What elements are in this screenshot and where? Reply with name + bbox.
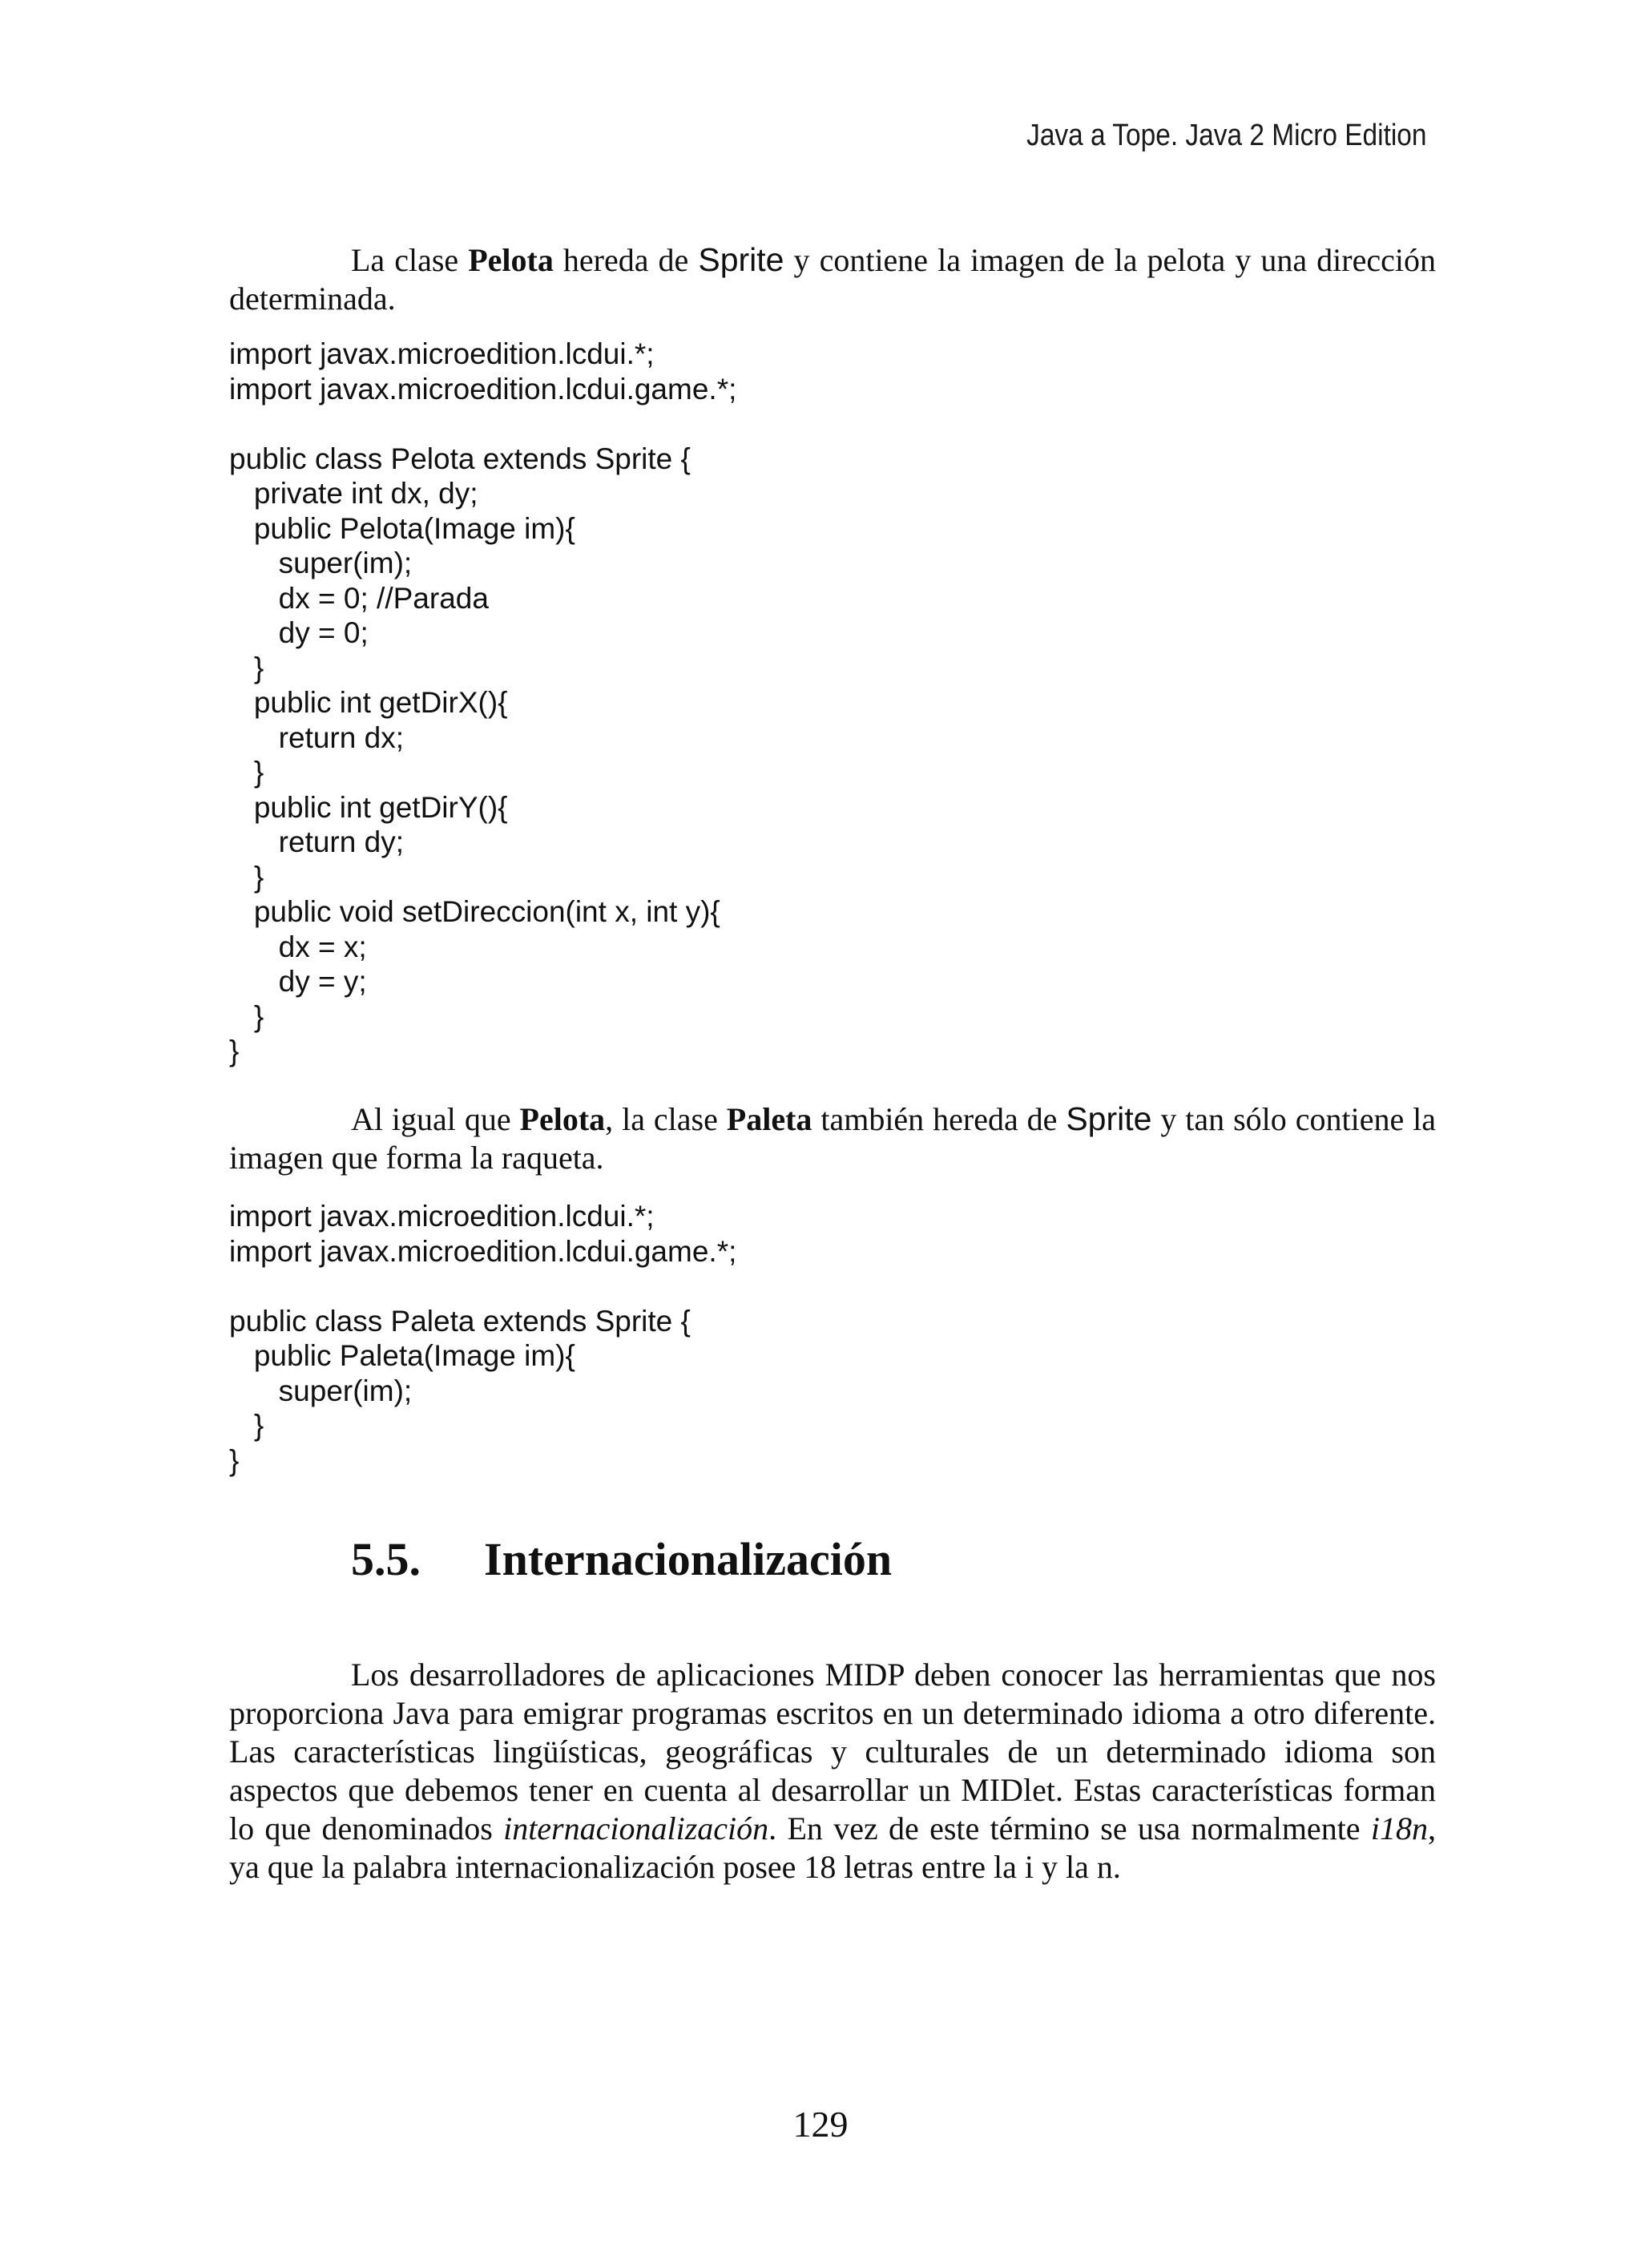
code-line: public class Pelota extends Sprite {: [229, 442, 691, 475]
code-line: public int getDirX(){: [229, 686, 508, 719]
code-line: public class Paleta extends Sprite {: [229, 1304, 691, 1338]
code-line: [229, 406, 736, 442]
code-line: private int dx, dy;: [229, 477, 478, 510]
para3-term-internacionalizacion: internacionalización: [503, 1810, 769, 1846]
code-line: dy = 0;: [229, 616, 369, 649]
code-line: return dx;: [229, 720, 404, 754]
code-line: dx = x;: [229, 930, 367, 963]
paragraph-pelota-intro: [229, 240, 1436, 318]
code-line: }: [229, 1409, 264, 1442]
code-line: return dy;: [229, 825, 404, 858]
code-line: super(im);: [229, 547, 413, 579]
running-header: Java a Tope. Java 2 Micro Edition: [1026, 119, 1426, 152]
para2-class-pelota: Pelota: [519, 1101, 606, 1137]
code-line: }: [229, 651, 264, 684]
code-line: import javax.microedition.lcdui.game.*;: [229, 1234, 737, 1268]
para3-term-i18n: i18n: [1370, 1810, 1428, 1846]
code-line: import javax.microedition.lcdui.*;: [229, 337, 655, 370]
code-line: public Paleta(Image im){: [229, 1339, 575, 1372]
section-number: 5.5.: [351, 1533, 421, 1585]
page-number: 129: [792, 2104, 849, 2145]
para2-text-2: , la clase: [605, 1101, 727, 1137]
para3-text-2: . En vez de este término se usa normalmente: [768, 1810, 1371, 1846]
code-line: }: [229, 1443, 240, 1477]
para1-text-2: hereda de: [553, 242, 699, 278]
para3-text-1: Los desarrolladores de aplicaciones MIDP deben conocer las herramientas que nos proporciona Java para emigrar programas escritos en un determinado idioma a otro diferente. Las características lingüísticas, geográficas y culturales de un determinado idioma son aspectos que debemos tener en cuenta al desarrollar un MIDlet. Estas características forman lo que denominados: [229, 1657, 1436, 1846]
code-line: }: [229, 1035, 240, 1067]
code-line: [229, 1269, 736, 1304]
paragraph-paleta-intro: [229, 1100, 1436, 1177]
para3-text-3: , ya que la palabra internacionalización posee 18 letras entre la i y la n.: [229, 1810, 1436, 1885]
code-line: public int getDirY(){: [229, 790, 508, 824]
para1-sprite-term: Sprite: [698, 241, 784, 278]
code-line: public void setDireccion(int x, int y){: [229, 895, 720, 928]
section-title: Internacionalización: [484, 1533, 893, 1585]
para1-class-name: Pelota: [468, 242, 554, 278]
code-line: }: [229, 860, 264, 894]
para1-text-1: La clase: [351, 242, 469, 278]
code-line: public Pelota(Image im){: [229, 511, 575, 545]
code-line: }: [229, 999, 264, 1033]
para2-text-3: también hereda de: [812, 1101, 1066, 1137]
para2-sprite-term: Sprite: [1066, 1100, 1152, 1137]
para2-text-1: Al igual que: [351, 1101, 520, 1137]
code-line: super(im);: [229, 1374, 413, 1407]
code-block-pelota: [229, 337, 736, 1069]
code-line: import javax.microedition.lcdui.game.*;: [229, 372, 737, 406]
code-block-paleta: [229, 1199, 736, 1478]
code-line: import javax.microedition.lcdui.*;: [229, 1200, 655, 1233]
section-heading: [351, 1532, 892, 1586]
code-line: dy = y;: [229, 965, 367, 998]
para2-text-4: y tan sólo contiene la imagen que forma la raqueta.: [229, 1101, 1437, 1176]
para1-text-3: y contiene la imagen de la pelota y una dirección determinada.: [229, 242, 1436, 317]
paragraph-internacionalizacion: [229, 1656, 1436, 1887]
code-line: dx = 0; //Parada: [229, 581, 489, 615]
code-line: }: [229, 756, 264, 789]
para2-class-paleta: Paleta: [726, 1101, 812, 1137]
